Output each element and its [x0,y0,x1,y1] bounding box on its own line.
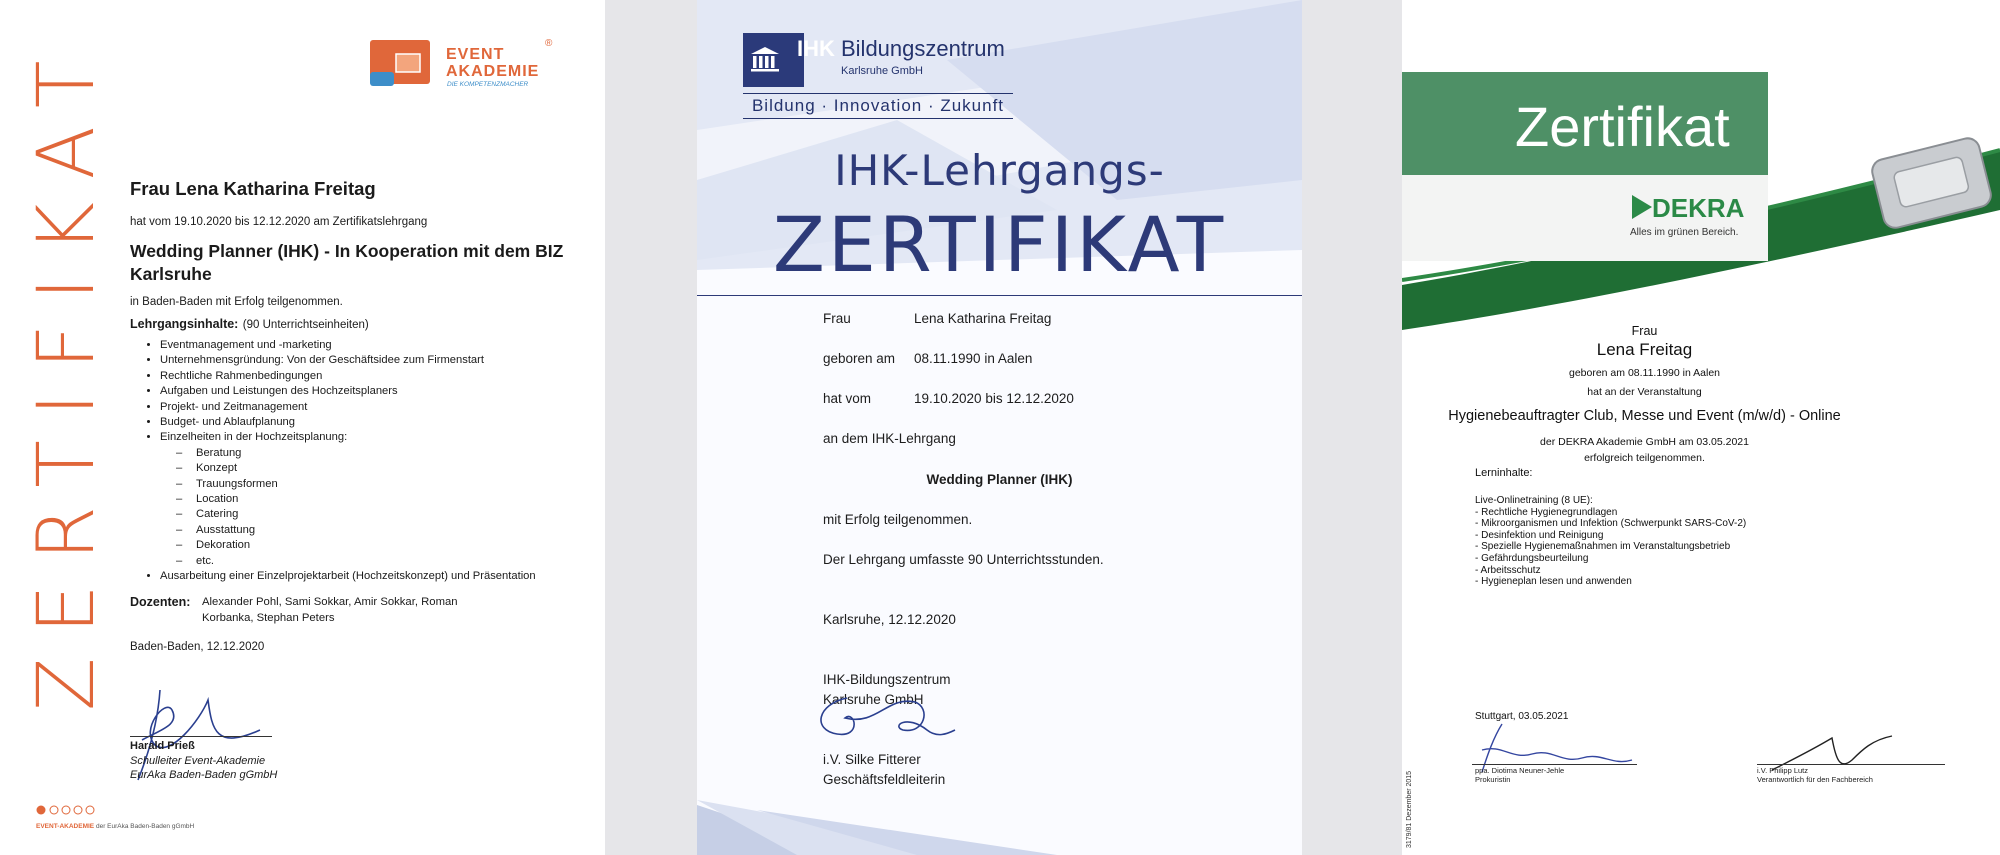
signature-line [130,736,272,737]
signer-role: Schulleiter Event-Akademie [130,754,266,767]
place-date: Karlsruhe, 12.12.2020 [823,612,956,627]
course-intro: an dem IHK-Lehrgang [823,431,956,446]
list-item: - Mikroorganismen und Infektion (Schwerpunkt SARS-CoV-2) [1475,518,1747,530]
location-text: in Baden-Baden mit Erfolg teilgenommen. [130,296,343,308]
sub-list-item: – Ausstattung [196,523,570,538]
title-line-1: IHK-Lehrgangs- [834,146,1165,195]
list-item: - Desinfektion und Reinigung [1475,529,1604,541]
title-line-2: ZERTIFIKAT [772,200,1227,289]
contents-hours: (90 Unterrichtseinheiten) [242,319,369,331]
born-value: 08.11.1990 in Aalen [914,351,1033,366]
contents-list [130,338,570,585]
ihk-logo-text: IHK [797,36,835,61]
building-icon [749,45,781,73]
sub-list-item: – Dekoration [196,538,570,553]
org-line-2: Karlsruhe GmbH [823,692,924,707]
contents-heading [130,315,570,333]
list-item: • Aufgaben und Leistungen des Hochzeitsplaners [160,384,570,399]
sub-list-item: – Konzept [196,461,570,476]
place-date: Baden-Baden, 12.12.2020 [130,640,265,653]
brand-slogan: Alles im grünen Bereich. [1630,227,1739,238]
intro-text: hat an der Veranstaltung [1587,386,1702,398]
period-value: 19.10.2020 bis 12.12.2020 [914,391,1074,406]
hours-text: Der Lehrgang umfasste 90 Unterrichtsstunden. [823,552,1104,567]
issuer-text: der DEKRA Akademie GmbH am 03.05.2021 [1540,436,1749,448]
side-code: 3179/81 Dezember 2015 [1406,770,1413,848]
recipient-name: Frau Lena Katharina Freitag [130,178,376,199]
registered-mark: ® [545,38,553,49]
side-title: ZERTIFIKAT [22,36,112,711]
recipient-name: Lena Freitag [1596,340,1693,359]
title: Zertifikat [1515,95,1730,158]
label-period: hat vom [823,391,872,406]
logo-tagline: DIE KOMPETENZMACHER [447,81,529,88]
list-item: • Unternehmensgründung: Von der Geschäftsidee zum Firmenstart [160,353,570,368]
list-item: • Budget- und Ablaufplanung [160,415,570,430]
tagline: Bildung · Innovation · Zukunft [743,93,1013,119]
passed-text: erfolgreich teilgenommen. [1584,452,1705,464]
signer-block [130,739,277,783]
lecturers-names: Alexander Pohl, Sami Sokkar, Amir Sokkar, Roman Korbanka, Stephan Peters [202,595,458,624]
event-title: Hygienebeauftragter Club, Messe und Event (m/w/d) - Online [1448,408,1841,424]
sub-list-item: – Location [196,492,570,507]
signer-role: Geschäftsfeldleiterin [823,772,946,787]
footer-text: EVENT-AKADEMIE der EurAka Baden-Baden gGmbH [36,823,195,830]
signer-org: EurAka Baden-Baden gGmbH [130,769,278,781]
list-item: - Gefährdungsbeurteilung [1475,552,1589,564]
label-salutation: Frau [823,311,851,326]
lecturers [130,594,570,626]
passed-text: mit Erfolg teilgenommen. [823,512,973,527]
course-title: Wedding Planner (IHK) - In Kooperation mit dem BIZ Karlsruhe [130,241,564,284]
lecturers-label: Dozenten: [130,594,191,609]
content-list [1475,495,1746,588]
list-item: • Projekt- und Zeitmanagement [160,400,570,415]
list-item: • Einzelheiten in der Hochzeitsplanung: – Beratung – Konzept – Trauungsformen – Location – Catering – Ausstattung – Dekoration – etc. [160,430,570,569]
dekra-logo-icon [1630,193,1654,221]
signer-name: Harald Prieß [130,740,195,752]
period-text: hat vom 19.10.2020 bis 12.12.2020 am Zertifikatslehrgang [130,216,428,228]
list-item: - Rechtliche Hygienegrundlagen [1475,506,1618,518]
event-akademie-certificate [0,0,605,855]
sub-list-item: – Catering [196,507,570,522]
list-item: • Rechtliche Rahmenbedingungen [160,369,570,384]
list-item: - Arbeitsschutz [1475,564,1541,576]
logo-subtitle: Karlsruhe GmbH [841,65,923,77]
signer-left: ppa. Diotima Neuner-Jehle Prokuristin [1475,766,1565,784]
sub-list-item: – Beratung [196,446,570,461]
buckle-icon [1857,130,2000,240]
signature-line-right [1757,764,1945,765]
event-akademie-logo-icon [368,38,434,92]
salutation: Frau [1631,324,1658,338]
certificate-body [130,178,570,653]
background-triangles-icon [697,0,1302,855]
sub-list [160,446,570,569]
contents-label: Lehrgangsinhalte: [130,317,239,331]
signature-icon [807,690,967,760]
brand-name: DEKRA [1652,193,1745,223]
sub-list-item: – etc. [196,554,570,569]
list-item: Live-Onlinetraining (8 UE): [1475,495,1593,506]
org-line-1: IHK-Bildungszentrum [823,672,951,687]
dekra-certificate [1402,0,2000,855]
place-date: Stuttgart, 03.05.2021 [1475,711,1569,722]
logo-name: Bildungszentrum [841,36,1005,61]
list-item: • Eventmanagement und -marketing [160,338,570,353]
content-label: Lerninhalte: [1475,467,1533,479]
list-item: - Hygieneplan lesen und anwenden [1475,576,1632,588]
recipient-name: Lena Katharina Freitag [914,311,1052,326]
label-born: geboren am [823,351,896,366]
signature-line-left [1472,764,1637,765]
ihk-certificate [697,0,1302,855]
sub-list-item: – Trauungsformen [196,477,570,492]
list-item: - Spezielle Hygienemaßnahmen im Veranstaltungsbetrieb [1475,541,1731,553]
logo-wordmark: EVENT AKADEMIE [446,46,540,80]
course-title: Wedding Planner (IHK) [926,472,1073,487]
page-dots-icon [36,804,100,816]
born-text: geboren am 08.11.1990 in Aalen [1568,367,1720,379]
divider [697,295,1302,296]
signer-right: i.V. Philipp Lutz Verantwortlich für den Fachbereich [1757,766,1873,784]
list-item: • Ausarbeitung einer Einzelprojektarbeit (Hochzeitskonzept) und Präsentation [160,569,570,584]
signer-name: i.V. Silke Fitterer [823,752,921,767]
